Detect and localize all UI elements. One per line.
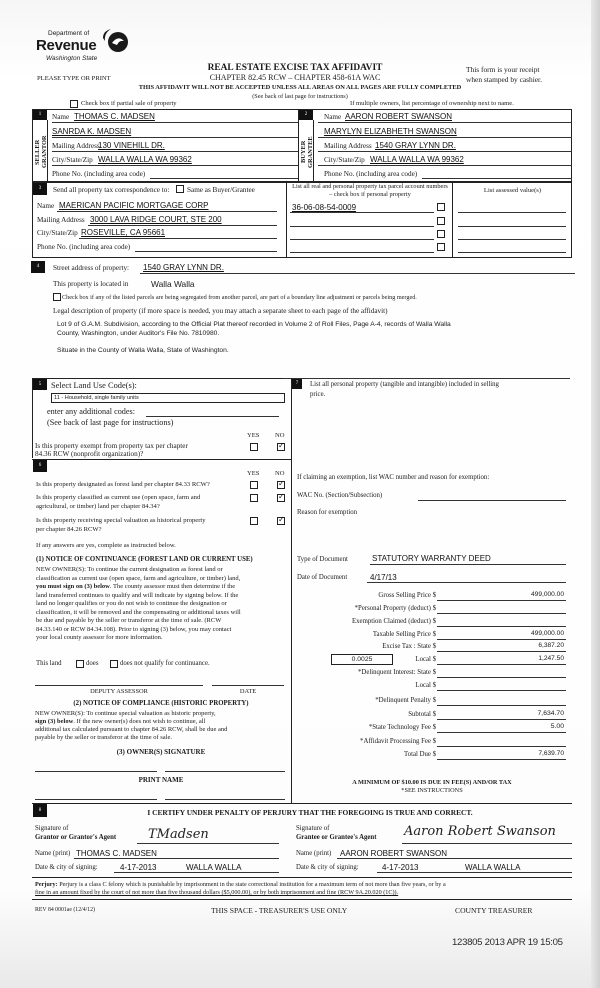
revenue-logo-icon [100, 28, 134, 56]
affidavit-fee-field[interactable] [437, 746, 566, 747]
this-land-label: This land [36, 660, 62, 667]
grantee-signature[interactable]: Aaron Robert Swanson [404, 824, 556, 839]
owner-signature-line-1[interactable] [35, 771, 157, 772]
buyer-grantee-label: BUYER GRANTEE [300, 136, 314, 168]
legal-description-line-1[interactable]: Lot 9 of G.A.M. Subdivision, according to the Official Plat thereof recorded in Volume 2 of Roll Files, Page A-4, records of Walla Walla [57, 321, 451, 328]
buyer-name-1[interactable]: AARON ROBERT SWANSON [345, 112, 452, 121]
grantor-city[interactable]: WALLA WALLA [186, 863, 242, 872]
located-in-value[interactable]: Walla Walla [151, 279, 195, 289]
send-correspondence-label: Send all property tax correspondence to: [53, 186, 170, 194]
form-id: REV 84 0001ae (12/4/12) [35, 907, 95, 913]
logo-dept: Department of [48, 30, 90, 37]
receipt-note-2: when stamped by cashier. [466, 75, 542, 84]
section-2-badge: 2 [299, 110, 313, 120]
forest-no-checkbox[interactable] [277, 481, 285, 489]
print-name-line-1[interactable] [35, 799, 157, 800]
grantor-date-label: Date & city of signing: [35, 864, 98, 871]
partial-sale-checkbox[interactable] [70, 100, 78, 108]
wac-field[interactable] [418, 500, 566, 501]
grantor-name-label: Name (print) [35, 850, 71, 857]
assessed-header: List assessed value(s) [483, 187, 542, 194]
grantee-date-label: Date & city of signing: [296, 864, 359, 871]
doc-date-value[interactable]: 4/17/13 [370, 573, 397, 582]
doc-type-value[interactable]: STATUTORY WARRANTY DEED [372, 554, 491, 563]
exemption-claimed-label: Exemption Claimed (deduct) $ [352, 618, 436, 625]
seller-grantor-label: SELLER GRANTOR [34, 135, 48, 169]
grantee-sig-label-1: Signature of [296, 825, 330, 832]
print-name-label: PRINT NAME [138, 776, 184, 784]
cashier-stamp: 123805 2013 APR 19 15:05 [452, 937, 563, 948]
state-tech-fee-label: *State Technology Fee $ [368, 724, 436, 731]
corr-phone-label: Phone No. (including area code) [37, 243, 131, 251]
delinquent-interest-local-field[interactable] [437, 690, 566, 691]
corr-mailing[interactable]: 3000 LAVA RIDGE COURT, STE 200 [90, 215, 222, 224]
historic-question-2: per chapter 84.26 RCW? [36, 526, 102, 533]
delinquent-interest-state-field[interactable] [437, 677, 566, 678]
buyer-name-2[interactable]: MARYLYN ELIZABHETH SWANSON [324, 127, 457, 136]
certify-statement: I CERTIFY UNDER PENALTY OF PERJURY THAT THE FOREGOING IS TRUE AND CORRECT. [147, 808, 473, 817]
grantee-name[interactable]: AARON ROBERT SWANSON [340, 849, 447, 858]
s6-no-header: NO [275, 470, 285, 477]
treasurer-use-only: THIS SPACE - TREASURER'S USE ONLY [211, 906, 348, 915]
located-in-label: This property is located in [53, 280, 129, 288]
grantee-date[interactable]: 4-17-2013 [382, 863, 419, 872]
assessed-value-2[interactable] [458, 226, 566, 227]
notice-continuance-text: NEW OWNER(S): To continue the current designation as forest land or classification as current use (open space, farm and agriculture, or timber) land, you must sign on (3) below. The county assessor must then determine if the land transferred continues to qualify and will indicate by signing below. If the land no longer qualifies or you do not wish to continue the designation or classification, it will be removed and the compensating or additional taxes will be due and payable by the seller or transferor at the time of sale. (RCW 84.33.140 or RCW 84.34.108). Prior to signing (3) below, you may contact your local county assessor for more information. [36, 566, 241, 641]
current-use-yes-checkbox[interactable] [250, 494, 258, 502]
exempt-no-checkbox[interactable] [277, 443, 285, 451]
buyer-mailing[interactable]: 1540 GRAY LYNN DR. [375, 141, 456, 150]
local-rate-box[interactable]: 0.0025 [331, 654, 393, 665]
corr-name[interactable]: MAERICAN PACIFIC MORTGAGE CORP [59, 201, 209, 210]
s5-no-header: NO [275, 432, 285, 439]
receipt-note-1: This form is your receipt [466, 65, 540, 74]
parcel-2-personal-checkbox[interactable] [437, 217, 445, 225]
seller-name-2[interactable]: SANRDA K. MADSEN [52, 127, 132, 136]
assessed-value-1[interactable] [458, 212, 566, 213]
exempt-yes-checkbox[interactable] [250, 443, 258, 451]
delinquent-penalty-field[interactable] [437, 705, 566, 706]
perjury-statement: Perjury: Perjury is a class C felony which is punishable by imprisonment in the state correctional institution for a maximum term of not more than five years, or by a fine in an amount fixed by the court of not more than five thousand dollars ($5,000.00), or by both imprisonment and fine (RCW 9A.20.020 (1C)). [35, 881, 446, 896]
wac-label: WAC No. (Section/Subsection) [297, 492, 383, 499]
current-use-question-1: Is this property classified as current use (open space, farm and [36, 494, 201, 501]
parcel-3-personal-checkbox[interactable] [437, 230, 445, 238]
subtotal-value[interactable]: 7,634.70 [537, 710, 564, 717]
delinquent-penalty-label: *Delinquent Penalty $ [375, 697, 436, 704]
form-chapter: CHAPTER 82.45 RCW – CHAPTER 458-61A WAC [209, 73, 381, 82]
delinquent-interest-local-label: Local $ [415, 682, 436, 689]
total-due-label: Total Due $ [404, 751, 436, 758]
buyer-mailing-label: Mailing Address [324, 142, 372, 150]
forest-question: Is this property designated as forest land per chapter 84.33 RCW? [36, 481, 210, 488]
reason-label: Reason for exemption [297, 509, 358, 516]
multiple-owners-note: If multiple owners, list percentage of ownership next to name. [350, 100, 514, 107]
assessed-value-3[interactable] [458, 239, 566, 240]
additional-codes-label: enter any additional codes: [47, 407, 135, 416]
assessed-value-4[interactable] [458, 252, 566, 253]
grantor-sig-label-2: Grantor or Grantor's Agent [35, 834, 117, 841]
grantor-signature[interactable]: TMadsen [148, 827, 209, 842]
if-yes-instructions: If any answers are yes, complete as instructed below. [36, 542, 176, 549]
parcel-3[interactable] [290, 239, 434, 240]
personal-property-deduct-field[interactable] [437, 613, 566, 614]
current-use-no-checkbox[interactable] [277, 494, 285, 502]
s6-yes-header: YES [247, 470, 260, 477]
notice-continuance-title: (1) NOTICE OF CONTINUANCE (FOREST LAND OR CURRENT USE) [36, 556, 253, 563]
grantee-name-label: Name (print) [296, 850, 332, 857]
county-treasurer: COUNTY TREASURER [455, 906, 533, 915]
legal-description-label: Legal description of property (if more space is needed, you may attach a separate sheet to each page of the affidavit) [53, 307, 388, 315]
deputy-assessor-label: DEPUTY ASSESSOR [90, 688, 148, 695]
excise-local-label: Local $ [415, 656, 436, 663]
legal-description-line-2[interactable]: County, Washington, under Auditor's File No. 7810980. [57, 330, 220, 337]
logo-revenue: Revenue [36, 37, 97, 54]
affidavit-fee-label: *Affidavit Processing Fee $ [360, 738, 436, 745]
form-title: REAL ESTATE EXCISE TAX AFFIDAVIT [207, 63, 383, 73]
land-use-label: Select Land Use Code(s): [51, 381, 137, 390]
state-tech-fee-value[interactable]: 5.00 [550, 723, 564, 730]
taxable-selling-value[interactable]: 499,000.00 [530, 630, 564, 637]
forest-yes-checkbox[interactable] [250, 481, 258, 489]
corr-city[interactable]: ROSEVILLE, CA 95661 [81, 228, 166, 237]
grantor-date[interactable]: 4-17-2013 [120, 863, 157, 872]
does-label: does [86, 660, 99, 667]
see-instructions-note: *SEE INSTRUCTIONS [401, 787, 463, 794]
assessor-date-line[interactable] [212, 685, 284, 686]
buyer-city-label: City/State/Zip [324, 156, 365, 164]
partial-sale-label: Check box if partial sale of property [81, 100, 177, 107]
seller-name-1[interactable]: THOMAS C. MADSEN [74, 112, 155, 121]
grantee-city[interactable]: WALLA WALLA [465, 863, 521, 872]
does-qualify-checkbox[interactable] [76, 660, 84, 668]
same-as-buyer-checkbox[interactable] [176, 185, 184, 193]
notice-compliance-title: (2) NOTICE OF COMPLIANCE (HISTORIC PROPERTY) [73, 700, 249, 707]
exempt-question-1: Is this property exempt from property tax per chapter [35, 442, 188, 450]
doc-type-label: Type of Document [297, 556, 348, 563]
doc-date-label: Date of Document [297, 574, 348, 581]
section-5-see-back: (See back of last page for instructions) [47, 418, 174, 427]
total-due-value[interactable]: 7,639.70 [538, 750, 564, 757]
subtotal-label: Subtotal $ [408, 711, 436, 718]
segregated-checkbox[interactable] [53, 293, 61, 301]
owner-signature-line-2[interactable] [165, 771, 285, 772]
segregated-label: Check box if any of the listed parcels are being segregated from another parcel, are part of a boundary line adjustment or parcels being merged. [62, 294, 417, 301]
parcel-4[interactable] [290, 252, 434, 253]
excise-state-value[interactable]: 6,387.20 [538, 642, 564, 649]
parcel-2[interactable] [290, 226, 434, 227]
notice-compliance-text: NEW OWNER(S): To continue special valuation as historic property, sign (3) below. If the new owner(s) does not wish to continue, all additional tax calculated pursuant to chapter 84.26 RCW, shall be due and payable by the seller or transferor at the time of sale. [35, 710, 228, 741]
section-6-badge: 6 [33, 460, 47, 472]
corr-phone-field[interactable] [135, 251, 277, 252]
dor-logo [36, 28, 136, 72]
excise-state-label: Excise Tax : State $ [382, 643, 436, 650]
personal-property-label-2: price. [310, 391, 326, 398]
exemption-claimed-field[interactable] [437, 626, 566, 627]
see-back-note: (See back of last page for instructions) [252, 93, 348, 100]
seller-mailing-label: Mailing Address [52, 142, 100, 150]
print-name-line-2[interactable] [165, 799, 285, 800]
seller-mailing[interactable]: 130 VINEHILL DR. [98, 141, 165, 150]
exemption-label: If claiming an exemption, list WAC number and reason for exemption: [297, 474, 490, 481]
grantor-sig-label-1: Signature of [35, 825, 69, 832]
section-8-badge: 8 [33, 804, 47, 817]
warning-text: THIS AFFIDAVIT WILL NOT BE ACCEPTED UNLESS ALL AREAS ON ALL PAGES ARE FULLY COMPLETED [138, 84, 462, 91]
buyer-phone-field[interactable] [422, 178, 572, 179]
section-3-badge: 3 [33, 183, 47, 195]
street-address[interactable]: 1540 GRAY LYNN DR. [143, 263, 224, 272]
delinquent-interest-state-label: *Delinquent Interest: State $ [358, 669, 436, 676]
right-edge-shadow [591, 0, 600, 988]
current-use-question-2: agricultural, or timber) land per chapter 84.34? [36, 503, 160, 510]
buyer-city[interactable]: WALLA WALLA WA 99362 [370, 155, 464, 164]
parcel-4-personal-checkbox[interactable] [437, 243, 445, 251]
seller-city-label: City/State/Zip [52, 156, 93, 164]
land-use-code-select[interactable]: 11 - Household, single family units [51, 393, 285, 403]
seller-phone-label: Phone No. (including area code) [52, 170, 146, 178]
deputy-assessor-line[interactable] [35, 685, 203, 686]
please-type: PLEASE TYPE OR PRINT [37, 75, 111, 82]
s5-yes-header: YES [247, 432, 260, 439]
gross-selling-label: Gross Selling Price $ [378, 592, 436, 599]
buyer-name-label: Name [324, 113, 342, 121]
grantor-name[interactable]: THOMAS C. MADSEN [76, 849, 157, 858]
owner-signature-label: (3) OWNER(S) SIGNATURE [116, 748, 206, 756]
same-as-buyer-label: Same as Buyer/Grantee [187, 186, 255, 194]
corr-name-label: Name [37, 202, 55, 210]
parcel-1[interactable]: 36-06-08-54-0009 [292, 203, 357, 212]
taxable-selling-label: Taxable Selling Price $ [372, 631, 436, 638]
seller-name-label: Name [52, 113, 70, 121]
additional-codes-field[interactable] [146, 416, 279, 417]
corr-city-label: City/State/Zip [37, 229, 78, 237]
gross-selling-value[interactable]: 499,000.00 [530, 591, 564, 598]
personal-property-label-1: List all personal property (tangible and intangible) included in selling [310, 381, 499, 388]
section-7-badge: 7 [292, 379, 302, 389]
section-1-badge: 1 [33, 110, 47, 120]
seller-city[interactable]: WALLA WALLA WA 99362 [98, 155, 192, 164]
does-not-label: does not qualify for continuance. [120, 660, 210, 667]
assessor-date-label: DATE [239, 688, 257, 695]
grantee-sig-label-2: Grantee or Grantee's Agent [296, 834, 377, 841]
historic-yes-checkbox[interactable] [250, 517, 258, 525]
logo-state: Washington State [46, 55, 98, 62]
section-5-badge: 5 [33, 379, 47, 390]
seller-phone-field[interactable] [150, 178, 298, 179]
historic-question-1: Is this property receiving special valuation as historical property [36, 517, 206, 524]
buyer-phone-label: Phone No. (including area code) [324, 170, 418, 178]
exempt-question-2: 84.36 RCW (nonprofit organization)? [35, 450, 144, 458]
street-address-label: Street address of property: [53, 264, 130, 272]
section-4-badge: 4 [31, 261, 45, 273]
parcels-header: List all real and personal property tax parcel account numbers – check box if personal property [292, 183, 448, 198]
does-not-qualify-checkbox[interactable] [110, 660, 118, 668]
personal-property-deduct-label: *Personal Property (deduct) $ [354, 605, 436, 612]
minimum-due-note: A MINIMUM OF $10.00 IS DUE IN FEE(S) AND/OR TAX [352, 779, 512, 786]
parcel-1-personal-checkbox[interactable] [437, 203, 445, 211]
corr-mailing-label: Mailing Address [37, 216, 85, 224]
situate-text[interactable]: Situate in the County of Walla Walla, State of Washington. [57, 347, 229, 354]
excise-local-value[interactable]: 1,247.50 [538, 655, 564, 662]
historic-no-checkbox[interactable] [277, 517, 285, 525]
